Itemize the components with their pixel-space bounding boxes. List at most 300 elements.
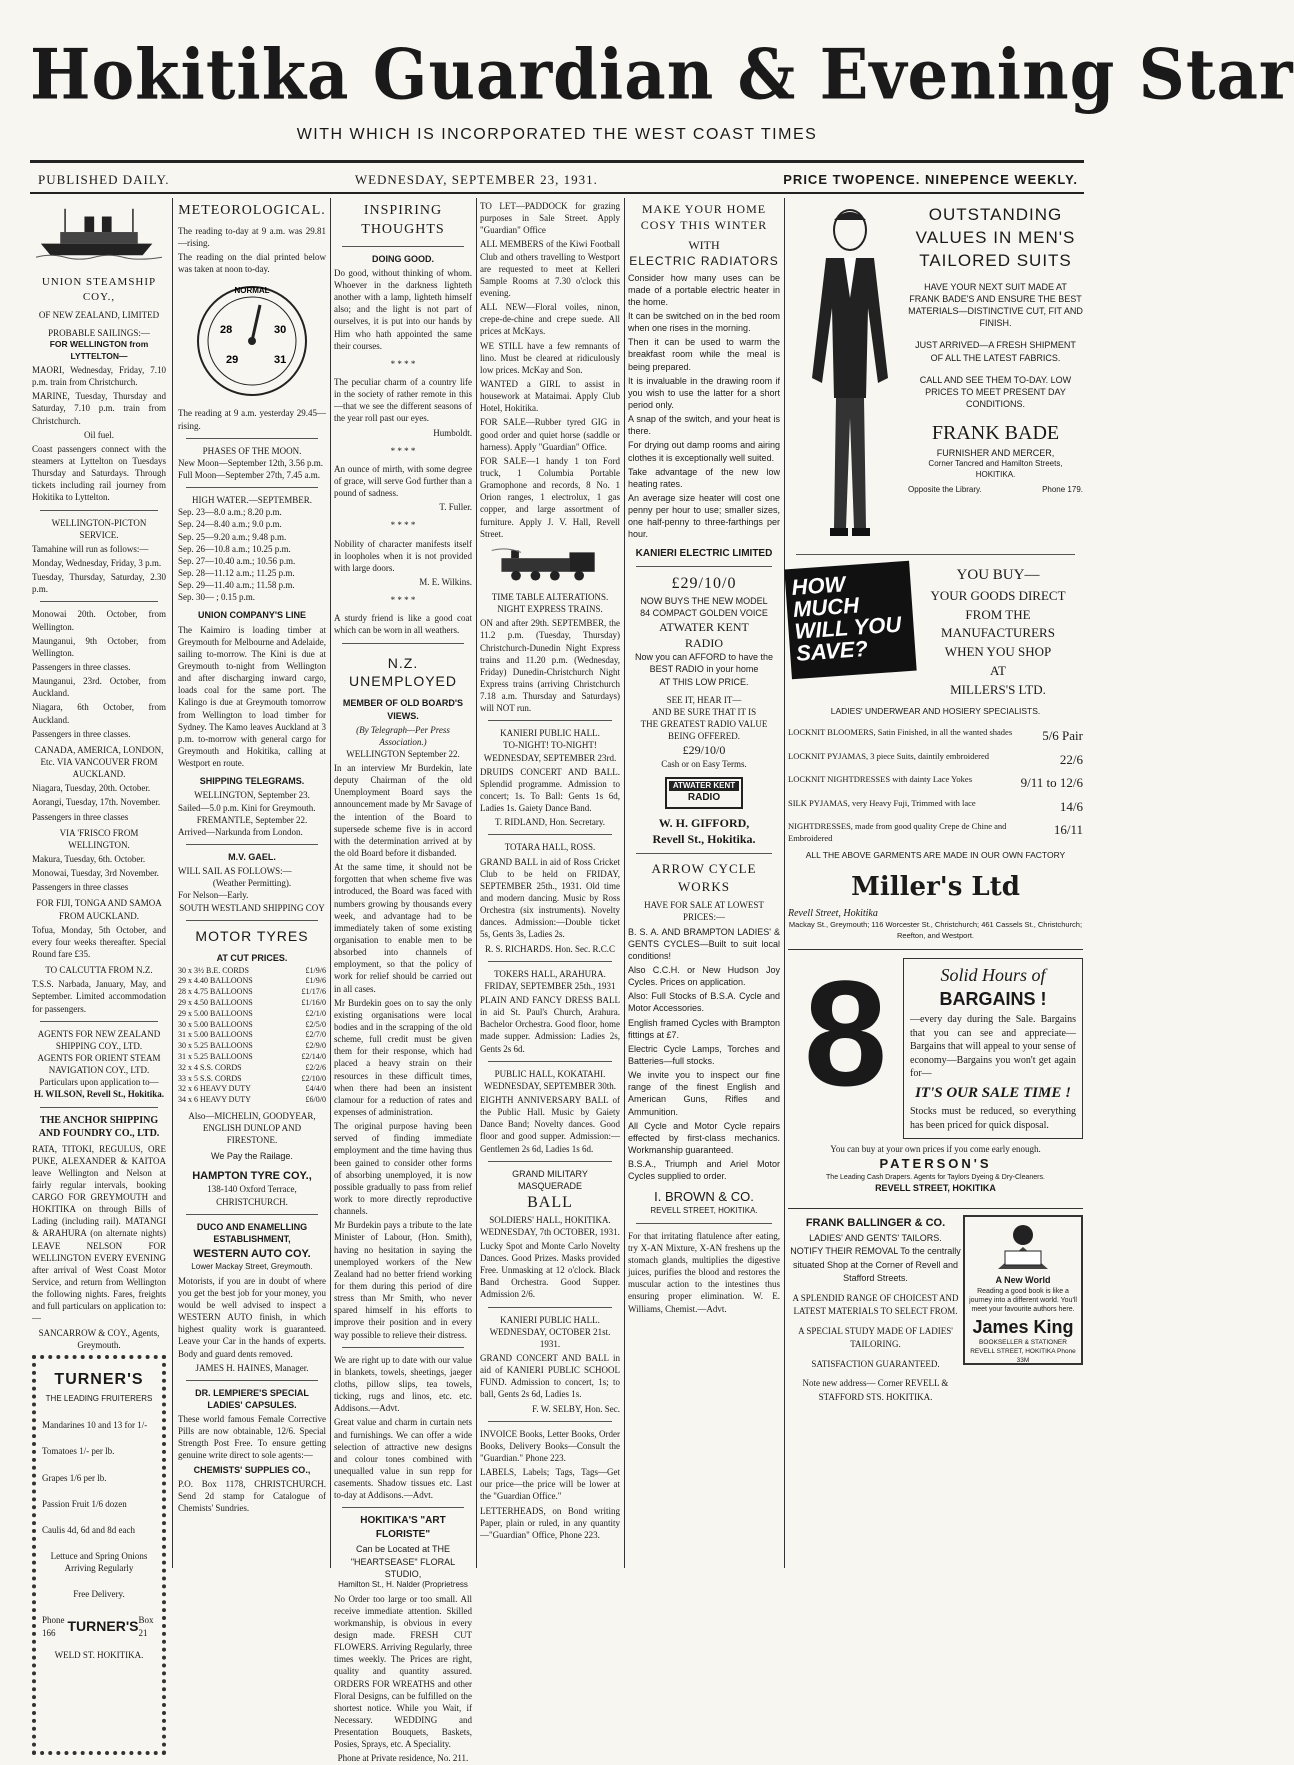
ballinger-study: A SPECIAL STUDY MADE OF LADIES' TAILORING. [798, 1325, 953, 1350]
tide-item: Sep. 26—10.8 a.m.; 10.25 p.m. [178, 543, 291, 554]
suit-text [908, 198, 1083, 548]
agents-line: H. WILSON, Revell St., Hokitika. [33, 1089, 165, 1100]
suit-line: HAVE YOUR NEXT SUIT MADE AT FRANK BADE'S AND ENSURE THE BEST MATERIALS—DISTINCTIVE CUT, FIT AND FINISH. [908, 281, 1083, 329]
divider [488, 1061, 612, 1062]
patersons-sub: The Leading Cash Drapers. Agents for Taylors Dyeing & Dry-Cleaners. [826, 1173, 1045, 1181]
price-line [788, 821, 1083, 844]
florist-subheading: Can be Located at THE "HEARTSEASE" FLORAL STUDIO, [350, 1544, 456, 1579]
column-divider [784, 198, 785, 1568]
bargains-body: —every day during the Sale. Bargains that you can see and appreciate—Bargains that will appeal to your sense of economy—Bargains you won't get again for— [910, 1014, 1076, 1080]
thought-text: An ounce of mirth, with some degree of grace, will serve God further than a pound of sadness. [334, 463, 472, 499]
ballinger-address: Note new address— Corner REVELL & STAFFORD STS. HOKITIKA. [802, 1378, 949, 1402]
atwater-logo [665, 777, 743, 809]
divider [186, 487, 318, 488]
timetable-subheading: NIGHT EXPRESS TRAINS. [497, 604, 603, 615]
radiator-title: ELECTRIC RADIATORS [629, 254, 779, 269]
frank-bade-advert [788, 198, 1083, 548]
divider [186, 844, 318, 845]
tyre-price: £2/5/0 [305, 1019, 326, 1029]
tide-item: Sep. 23—8.0 a.m.; 8.20 p.m. [178, 507, 282, 518]
tyre-row [178, 1084, 326, 1095]
radiator-line: A snap of the switch, and your heat is there. [628, 414, 780, 437]
anchor-heading: THE ANCHOR SHIPPING AND FOUNDRY CO., LTD. [38, 1114, 160, 1139]
stocks-text: Stocks must be reduced, so everything has been priced for quick disposal. [910, 1106, 1076, 1131]
barometer-dial-icon [192, 281, 312, 401]
chemists-name: CHEMISTS' SUPPLIES CO., [193, 1464, 311, 1475]
gifford-name: W. H. GIFFORD, [658, 815, 750, 830]
radio-being: BEING OFFERED. [667, 731, 740, 742]
radiator-line: It can be switched on in the bed room when one rises in the morning. [628, 310, 780, 334]
jk-sub: BOOKSELLER & STATIONER REVELL STREET, HOKITIKA Phone 33M [970, 1339, 1076, 1364]
turner-item: Mandarines 10 and 13 for 1/- [42, 1420, 148, 1431]
dateline-price: PRICE TWOPENCE. NINEPENCE WEEKLY. [783, 172, 1078, 187]
hampton-address: 138-140 Oxford Terrace, CHRISTCHURCH. [207, 1184, 297, 1207]
tyre-size: 29 x 5.00 BALLOONS [178, 1008, 253, 1018]
western-address: Lower Mackay Street, Greymouth. [191, 1261, 313, 1271]
buy-line: WHEN YOU SHOP [944, 644, 1052, 660]
ucl-text: The Kaimiro is loading timber at Greymouth for Melbourne and Adelaide, sailing to-morrow. The Kini is due at Greymouth to-night from Wellington and after discharging inward cargo, loads coal for the same port. The Kalingo is due at Greymouth tomorrow from Wellington to load timber for Sydney. The Kamo leaves Auckland at 3 p.m. to-morrow with general cargo for Greymouth and Hokitika, calling at Westport en route. [178, 624, 326, 769]
divider [186, 1380, 318, 1381]
classified-ad: TO LET—PADDOCK for grazing purposes in Sale Street. Apply "Guardian" Office [480, 201, 620, 236]
turner-item: Tomatoes 1/- per lb. [42, 1446, 115, 1457]
hall-text: PLAIN AND FANCY DRESS BALL in aid St. Paul's Church, Arahura. Bachelor Orchestra. Good floor, home made supper. Admission: Ladies 2s, Gents 2s 6d. [480, 995, 620, 1054]
dateline-published: PUBLISHED DAILY. [38, 172, 170, 187]
nz-paragraph: The original purpose having been served of finding immediate employment and the time having thus been gained to consider other forms of absorbing unemployed, it is now possible gradually to pass from relief work to more directly reproductive channels. [334, 1121, 472, 1217]
hall-heading: TOKERS HALL, ARAHURA. [494, 968, 606, 979]
buy-line: AT [990, 663, 1006, 679]
sailing-item: MAORI, Wednesday, Friday, 7.10 p.m. train from Christchurch. [32, 365, 166, 388]
nz-unemployed-heading: N.Z. UNEMPLOYED [348, 654, 458, 690]
divider [40, 1021, 158, 1022]
dial-top-label: NORMAL [234, 286, 270, 296]
patersons-advert [788, 949, 1083, 1139]
tyre-price: £2/14/0 [301, 1052, 326, 1062]
frisco-item: Makura, Tuesday, 6th. October. [32, 853, 146, 864]
thought-author: Humboldt. [433, 427, 472, 438]
western-name: WESTERN AUTO COY. [193, 1248, 311, 1261]
millers-specialists: LADIES' UNDERWEAR AND HOSIERY SPECIALISTS. [830, 705, 1041, 716]
bargains-box [903, 958, 1083, 1139]
classified-ad: FOR SALE—Rubber tyred GIG in good order and quiet horse (saddle or harness). Apply "Guardian" Office. [480, 417, 620, 452]
logo-bottom: RADIO [687, 792, 721, 804]
hall-signature: F. W. SELBY, Hon. Sec. [532, 1403, 620, 1414]
frisco-heading: VIA 'FRISCO FROM WELLINGTON. [59, 827, 139, 850]
telegram-line: Sailed—5.0 p.m. Kini for Greymouth. [178, 802, 316, 813]
printing-ad: LETTERHEADS, on Bond writing Paper, plain or ruled, in any quantity—"Guardian" Office, Phone 223. [480, 1505, 620, 1540]
tyre-size: 32 x 6 HEAVY DUTY [178, 1084, 251, 1094]
tyre-price: £2/2/6 [305, 1062, 326, 1072]
addisons-curtains: Great value and charm in curtain nets and furnishings. We can offer a wide selection of attractive new designs and colour tones combined with unequalled value in sun repp for casements. Shadow tissues etc. Last to-day at Addisons.—Advt. [334, 1417, 472, 1501]
tyre-price: £1/16/0 [301, 998, 326, 1008]
picton-item: Tuesday, Thursday, Saturday, 2.30 p.m. [32, 572, 166, 595]
buy-heading: YOU BUY— [956, 567, 1040, 583]
tyre-size: 32 x 4 S.S. CORDS [178, 1062, 242, 1072]
hampton-name: HAMPTON TYRE COY., [192, 1169, 312, 1182]
chemists-address: P.O. Box 1178, CHRISTCHURCH. Send 2d stamp for Catalogue of Chemists' Sundries. [178, 1478, 326, 1514]
turner-advert [32, 1355, 166, 1755]
florist-heading: HOKITIKA'S "ART FLORISTE" [360, 1515, 446, 1540]
calcutta-heading: TO CALCUTTA FROM N.Z. [45, 965, 153, 976]
masquerade-date: WEDNESDAY, 7th OCTOBER, 1931. [480, 1226, 620, 1237]
sydney-item: Passengers in three classes. [32, 662, 131, 672]
sydney-item: Niagara, 6th October, from Auckland. [32, 702, 166, 725]
sailing-item: Coast passengers connect with the steamers at Lyttelton on Tuesdays Thursday and Saturdays. Through tickets including rail journey from Hokitika to Lyttelton. [32, 443, 166, 503]
masquerade-heading: GRAND MILITARY MASQUERADE [512, 1168, 588, 1191]
radiator-with: WITH [688, 238, 720, 253]
radio-sure: AND BE SURE THAT IT IS [651, 706, 757, 717]
dial-number: 29 [226, 354, 239, 367]
tyre-size: 30 x 5.25 BALLOONS [178, 1041, 253, 1051]
suit-line: JUST ARRIVED—A FRESH SHIPMENT OF ALL THE LATEST FABRICS. [915, 340, 1076, 363]
column-display-adverts [788, 198, 1083, 1568]
gifford-address: Revell St., Hokitika. [652, 832, 756, 847]
price-item: LOCKNIT BLOOMERS, Satin Finished, in all the wanted shades [788, 727, 1013, 738]
patersons-name: PATERSON'S [879, 1156, 992, 1172]
canada-item: Aorangi, Tuesday, 17th. November. [32, 797, 161, 808]
classified-ad: FOR SALE—1 handy 1 ton Ford truck, 1 Columbia Portable Gramophone and records, 8 No. 1 Orion ranges, 1 electrolux, 1 gas copper, and large assortment of furniture. Apply J. V. Hall, Revell Street. [480, 455, 620, 539]
arrow-line: Also: Full Stocks of B.S.A. Cycle and Motor Accessories. [628, 991, 780, 1014]
canada-item: Passengers in three classes [32, 811, 129, 822]
ballinger-text [788, 1215, 963, 1404]
turner-box: Box 21 [138, 1615, 154, 1638]
picton-heading: WELLINGTON-PICTON SERVICE. [51, 517, 147, 540]
tide-item: Sep. 28—11.12 a.m.; 11.25 p.m. [178, 568, 295, 578]
kanieri-electric: KANIERI ELECTRIC LIMITED [635, 547, 773, 559]
millers-address: Revell Street, Hokitika [788, 907, 878, 919]
divider [186, 438, 318, 439]
steamship-icon [36, 204, 162, 262]
radio-greatest: THE GREATEST RADIO VALUE [640, 718, 768, 729]
buy-line: MANUFACTURERS [941, 625, 1055, 641]
hall-heading: PUBLIC HALL, KOKATAHI. [494, 1068, 606, 1079]
ballinger-range: A SPLENDID RANGE OF CHOICEST AND LATEST MATERIALS TO SELECT FROM. [792, 1292, 959, 1317]
tyre-size: 31 x 5.00 BALLOONS [178, 1030, 253, 1040]
met-reading: The reading to-day at 9 a.m. was 29.81—rising. [178, 225, 326, 249]
flatulence-ad: For that irritating flatulence after eating, try X-AN Mixture, X-AN freshens up the stomach glands, multiplies the digestive juices, purifies the blood and restores the muscular action to the intestines thus ensuring proper elimination. W. E. Williams, Chemist.—Advt. [628, 1230, 780, 1314]
radiator-line: For drying out damp rooms and airing clothes it is exceptionally well suited. [628, 440, 780, 463]
divider [40, 1107, 158, 1108]
column-thoughts [334, 198, 472, 1764]
tyre-row [178, 966, 326, 977]
buy-line: FROM THE [965, 606, 1031, 622]
tyre-price: £1/17/6 [301, 987, 326, 997]
thought-author: T. Fuller. [439, 502, 472, 513]
thought-text: Do good, without thinking of whom. Whoever in the darkness lighteth another with a lamp, lighteth himself also; and the light is not part of ourselves, it is put into our hands by Him who hath appointed the same their courses. [334, 267, 472, 351]
turner-item: Lettuce and Spring Onions Arriving Regularly [50, 1550, 148, 1574]
radio-brand: ATWATER KENT [659, 619, 749, 634]
price-item: LOCKNIT PYJAMAS, 3 piece Suits, daintily embroidered [788, 750, 989, 761]
how-much-badge: HOW MUCH WILL YOU SAVE? [784, 561, 916, 679]
tyre-size: 31 x 5.25 BALLOONS [178, 1052, 253, 1062]
millers-logo: Miller's Ltd [851, 871, 1020, 902]
tyre-row [178, 1074, 326, 1085]
sydney-item: Maunganui, 23rd. October, from Auckland. [32, 676, 166, 699]
tyre-size: 34 x 6 HEAVY DUTY [178, 1095, 251, 1105]
radio-word: RADIO [685, 636, 723, 651]
arrow-have: HAVE FOR SALE AT LOWEST PRICES:— [644, 900, 764, 923]
bade-address: Corner Tancred and Hamilton Streets, HOKITIKA. [928, 459, 1063, 480]
tyre-price: £2/1/0 [305, 1008, 326, 1018]
tyre-row [178, 1063, 326, 1074]
anchor-text: RATA, TITOKI, REGULUS, ORE PUKE, ALEXANDER & KAITOA leave Wellington and Nelson at fairly regular intervals, booking CARGO FOR GREYMOUTH and HOKITIKA on through Bills of Lading (including rail). MATANGI & ARAHURA (on alternate nights) LEAVE NELSON FOR WELLINGTON EVERY EVENING after arrival of West Coast Motor Service, and return from Wellington the following nights. Fares, freights and full particulars on application to:— [32, 1143, 166, 1324]
met-note: The reading on the dial printed below was taken at noon to-day. [178, 252, 326, 275]
turner-heading: TURNER'S [54, 1370, 144, 1388]
frisco-item: Monowai, Tuesday, 3rd November. [32, 868, 159, 879]
dateline [38, 172, 1078, 188]
tyre-row [178, 1095, 326, 1106]
agents-line: AGENTS FOR NEW ZEALAND SHIPPING COY., LTD. [37, 1028, 161, 1051]
hall-heading: KANIERI PUBLIC HALL. [500, 728, 600, 739]
thought-text: A sturdy friend is like a good coat which can be worn in all weathers. [334, 613, 472, 636]
james-king-box [963, 1215, 1083, 1365]
tyre-price: £1/9/6 [305, 965, 326, 975]
big-eight: 8 [803, 948, 888, 1117]
turner-phone: Phone 166 [42, 1615, 65, 1638]
gael-line: (Weather Permitting). [212, 878, 292, 889]
hall-heading: KANIERI PUBLIC HALL. [500, 1314, 600, 1325]
tyre-row [178, 976, 326, 987]
buy-line: MILLERS'S LTD. [950, 681, 1046, 697]
column-divider [330, 198, 331, 1568]
divider [488, 834, 612, 835]
western-manager: JAMES H. HAINES, Manager. [195, 1362, 309, 1373]
calcutta-text: T.S.S. Narbada, January, May, and September. Limited accommodation for passengers. [32, 979, 166, 1014]
divider [488, 1307, 612, 1308]
masquerade-text: Lucky Spot and Monte Carlo Novelty Dances. Good Prizes. Masks provided Free. Unmasking at 12 o'clock. Black Band Orchestra. Good Supper. Admission 2/6. [480, 1240, 620, 1300]
turner-name: TURNER'S [67, 1618, 139, 1635]
picton-item: Tamahine will run as follows:— [32, 543, 149, 554]
turner-subheading: THE LEADING FRUITERERS [45, 1394, 153, 1404]
fiji-text: Tofua, Monday, 5th October, and every four weeks thereafter. Special Round fare £35. [32, 924, 166, 959]
ballinger-heading: FRANK BALLINGER & CO. [805, 1217, 946, 1230]
arrow-heading: ARROW CYCLE WORKS [651, 861, 757, 894]
radiator-line: An average size heater will cost one penny per hour to use; smaller sizes, one half-penny to three-farthings per hour. [628, 492, 780, 540]
tide-item: Sep. 30— ; 0.15 p.m. [178, 592, 256, 603]
masthead [30, 34, 1294, 144]
divider [488, 1421, 612, 1422]
classified-ad: ALL MEMBERS of the Kiwi Football Club and others travelling to Westport are requested to meet at Kelleri Sample Rooms at 7.30 o'clock this evening. [480, 239, 620, 298]
hall-text: DRUIDS CONCERT AND BALL. Splendid programme. Admission to concert; 1s. To Ball: Gents 1s 6d, Ladies 1s. Gaiety Dance Band. [480, 766, 620, 814]
jk-name: James King [972, 1316, 1074, 1337]
tyre-price: £4/4/0 [305, 1084, 326, 1094]
sydney-item: Maunganui, 9th October, from Wellington. [32, 635, 166, 658]
telegram-line: WELLINGTON, September 23. [194, 790, 310, 801]
hall-date: WEDNESDAY, SEPTEMBER 30th. [483, 1080, 617, 1091]
tyre-price: £2/7/0 [305, 1030, 326, 1040]
ballinger-advert [788, 1208, 1083, 1404]
buy-line: YOUR GOODS DIRECT [930, 587, 1066, 603]
tyre-row [178, 1009, 326, 1020]
ucl-heading: UNION COMPANY'S LINE [198, 610, 306, 621]
arrow-bsa: B. S. A. AND BRAMPTON LADIES' & GENTS CYCLES—Built to suit local conditions! [628, 926, 780, 961]
divider [40, 510, 158, 511]
divider [342, 246, 464, 247]
nz-subheading: MEMBER OF OLD BOARD'S VIEWS. [342, 698, 464, 721]
price-value: 9/11 to 12/6 [1020, 775, 1083, 791]
telegram-line: FREMANTLE, September 22. [196, 814, 308, 825]
gael-line: For Nelson—Early. [178, 890, 249, 901]
column-divider [476, 198, 477, 1568]
met-heading: METEOROLOGICAL. [178, 203, 326, 218]
met-reading-yesterday: The reading at 9 a.m. yesterday 29.45—rising. [178, 408, 326, 431]
lempiere-heading: DR. LEMPIERE'S SPECIAL LADIES' CAPSULES. [195, 1387, 309, 1410]
millers-factory: ALL THE ABOVE GARMENTS ARE MADE IN OUR OWN FACTORY [805, 850, 1066, 861]
dial-number: 30 [274, 324, 287, 337]
stars-separator: * * * * [390, 595, 416, 606]
dial-number: 28 [220, 324, 233, 337]
radiator-heading: MAKE YOUR HOME COSY THIS WINTER [640, 202, 768, 232]
price-line [788, 751, 1083, 769]
price-item: SILK PYJAMAS, very Heavy Fuji, Trimmed with lace [788, 797, 976, 808]
hall-text: GRAND BALL in aid of Ross Cricket Club to be held on FRIDAY, SEPTEMBER 25th., 1931. Old time and modern dancing. Music by Ross Orchestra (six instruments). Novelty dances. Admission:—Double ticket 5s, Gents 3s, Ladies 2s. [480, 856, 620, 940]
james-king-advert [963, 1215, 1083, 1404]
thought-text: Nobility of character manifests itself in loopholes when it is not provided with large doors. [334, 538, 472, 573]
arrow-line: We invite you to inspect our fine range of the finest English and American Guns, Rifles and Ammunition. [628, 1070, 780, 1117]
hall-text: GRAND CONCERT AND BALL in aid of KANIERI PUBLIC SCHOOL FUND. Admission to concert, 1s; to ball, Gents 2s 6d, Ladies 1s. [480, 1352, 620, 1400]
turner-address: WELD ST. HOKITIKA. [54, 1649, 144, 1660]
masthead-rule-bottom [30, 192, 1084, 194]
patersons-address: REVELL STREET, HOKITIKA [875, 1183, 996, 1194]
column-adverts [628, 198, 780, 1568]
dateline-date: WEDNESDAY, SEPTEMBER 23, 1931. [354, 172, 598, 187]
price-item: LOCKNIT NIGHTDRESSES with dainty Lace Yokes [788, 774, 973, 785]
anchor-agent: SANCARROW & COY., Agents, Greymouth. [38, 1327, 160, 1350]
divider [796, 554, 1075, 555]
tyre-size: 29 x 4.40 BALLOONS [178, 976, 253, 986]
inspiring-heading: INSPIRING THOUGHTS [361, 203, 445, 237]
addisons-blankets: We are right up to date with our value in blankets, towels, sheetings, jaeger cloths, pillow slips, tea towels, ticking, rugs and linos, etc. etc. Addisons.—Advt. [334, 1354, 472, 1414]
price-value: 14/6 [1059, 798, 1083, 814]
ballinger-notify: NOTIFY THEIR REMOVAL To the centrally situated Shop at the Corner of Revell and Stafford Streets. [790, 1246, 961, 1284]
jk-new-world: A New World [995, 1275, 1051, 1286]
tyres-also: Also—MICHELIN, GOODYEAR, ENGLISH DUNLOP AND FIRESTONE. [188, 1111, 316, 1146]
union-heading: UNION STEAMSHIP COY., [41, 276, 157, 303]
agents-line: Particulars upon application to— [39, 1077, 159, 1088]
nz-date: WELLINGTON September 22. [346, 748, 460, 759]
thought-text: The peculiar charm of a country life in the society of rather remote in this—that we see the different seasons of the year roll past our eyes. [334, 377, 472, 424]
divider [342, 643, 464, 644]
radio-compact: 84 COMPACT GOLDEN VOICE [640, 607, 768, 618]
radiator-line: Take advantage of the new low heating rates. [628, 466, 780, 489]
divider [186, 920, 318, 921]
price-line [788, 798, 1083, 816]
telegrams-heading: SHIPPING TELEGRAMS. [199, 776, 305, 787]
tyre-price: £1/9/6 [305, 976, 326, 986]
gael-line: SOUTH WESTLAND SHIPPING COY [179, 902, 325, 913]
suit-heading: OUTSTANDING VALUES IN MEN'S TAILORED SUITS [915, 205, 1076, 270]
telegram-line: Arrived—Narkunda from London. [178, 826, 303, 837]
column-shipping [32, 198, 166, 1660]
tyre-size: 28 x 4.75 BALLOONS [178, 987, 253, 997]
picton-item: Monday, Wednesday, Friday, 3 p.m. [32, 558, 162, 569]
western-body: Motorists, if you are in doubt of where you get the best job for your money, you would be well advised to inspect a WESTERN AUTO finish, in which highest quality work is guaranteed. Leave your Car in the hands of experts. Body and guard dents removed. [178, 1275, 326, 1359]
radio-low: AT THIS LOW PRICE. [659, 676, 749, 687]
turner-item: Passion Fruit 1/6 dozen [42, 1498, 127, 1509]
nz-paragraph: Mr Burdekin goes on to say the only existing organisations were local bodies and in the scrapping of the old scheme, full credit must be given them for their response, which had placed a heavy strain on their resources in these difficult times, when there had been an insistent clamour for a reduction of rates and expenses of administration. [334, 997, 472, 1117]
classified-ad: WE STILL have a few remnants of lino. Must be cleared at ridiculously low prices. McKay and Son. [480, 340, 620, 375]
ballinger-satisfaction: SATISFACTION GUARANTEED. [811, 1358, 940, 1369]
tyre-row [178, 1030, 326, 1041]
millers-price-list [788, 727, 1083, 844]
hall-heading: TOTARA HALL, ROSS. [504, 842, 596, 853]
timetable-heading: TIME TABLE ALTERATIONS. [491, 591, 609, 602]
sailings-heading: PROBABLE SAILINGS:— [48, 327, 150, 338]
millers-branches: Mackay St., Greymouth; 116 Worcester St., Christchurch; 461 Cassels St., Christchurch; Reefton, and Westport. [788, 920, 1083, 940]
nz-paragraph: At the same time, it should not be forgotten that when scheme five was introduced, the Board was faced with numbers growing by thousands every week, and advantage had to be immediately taken of some existing organisation to enable men to be absorbed into channels of employment, so that the policy of work for relief should be carried out in all cases. [334, 862, 472, 994]
stars-separator: * * * * [390, 358, 416, 369]
bade-sub: FURNISHER AND MERCER, [936, 448, 1055, 459]
bargains-heading: BARGAINS ! [939, 989, 1047, 1010]
bade-phone: Phone 179. [1042, 484, 1083, 494]
gael-heading: M.V. GAEL. [228, 851, 276, 862]
sale-time: IT'S OUR SALE TIME ! [915, 1084, 1071, 1101]
tyres-railage: We Pay the Railage. [211, 1151, 293, 1162]
arrow-line: Electric Cycle Lamps, Torches and Batteries—full stocks. [628, 1043, 780, 1067]
column-divider [624, 198, 625, 1568]
classified-ad: WANTED a GIRL to assist in housework at Mataimai. Apply Club Hotel, Hokitika. [480, 378, 620, 414]
tyre-price: £2/9/0 [305, 1041, 326, 1051]
divider [636, 853, 772, 854]
divider [342, 1507, 464, 1508]
moon-item: Full Moon—September 27th, 7.45 a.m. [178, 470, 320, 481]
timetable-text: ON and after 29th. SEPTEMBER, the 11.2 p.m. (Tuesday, Thursday) Christchurch-Dunedin Night Express trains and 11.20 p.m. (Wednesday, Friday) Dunedin-Christchurch Night Express trains (arriving Christchurch 7.18 a.m. Thursday and Saturdays) will NOT run. [480, 618, 620, 714]
divider [40, 601, 158, 602]
turner-item: Grapes 1/6 per lb. [42, 1472, 107, 1483]
newspaper-subtitle: WITH WHICH IS INCORPORATED THE WEST COAST TIMES [296, 126, 818, 143]
sydney-item: Passengers in three classes. [32, 728, 131, 739]
tide-heading: HIGH WATER.—SEPTEMBER. [191, 495, 313, 506]
thought-author: M. E. Wilkins. [419, 577, 472, 588]
sailings-route: FOR WELLINGTON from LYTTELTON— [49, 339, 149, 361]
sailing-item: Oil fuel. [84, 429, 114, 440]
turner-item: Caulis 4d, 6d and 8d each [42, 1524, 135, 1535]
brown-name: I. BROWN & CO. [654, 1189, 754, 1205]
duco-heading: DUCO AND ENAMELLING ESTABLISHMENT, [196, 1221, 308, 1244]
tyres-table [178, 966, 326, 1106]
radio-price-2: £29/10/0 [682, 743, 726, 758]
tyre-size: 29 x 4.50 BALLOONS [178, 998, 253, 1008]
masquerade-ball: BALL [527, 1193, 573, 1211]
buy-early: You can buy at your own prices if you come early enough. [830, 1144, 1041, 1155]
solid-heading: Solid Hours of [940, 964, 1046, 985]
classified-ad: ALL NEW—Floral voiles, ninon, crepe-de-chine and crepe suede. All prices at McKays. [480, 302, 620, 337]
stars-separator: * * * * [390, 445, 416, 456]
arrow-line: All Cycle and Motor Cycle repairs effected by first-class mechanics. Workmanship guaranteed. [628, 1120, 780, 1156]
divider [488, 961, 612, 962]
hall-signature: R. S. RICHARDS. Hon. Sec. R.C.C [484, 943, 616, 954]
tyre-row [178, 998, 326, 1009]
nz-telegraph: (By Telegraph—Per Press Association.) [356, 724, 450, 747]
hall-subheading: TO-NIGHT! TO-NIGHT! [503, 740, 597, 751]
canada-heading: CANADA, AMERICA, LONDON, Etc. VIA VANCOUVER FROM AUCKLAND. [34, 744, 164, 780]
canada-item: Niagara, Tuesday, 20th. October. [32, 783, 151, 794]
tide-item: Sep. 29—11.40 a.m.; 11.58 p.m. [178, 580, 295, 591]
dial-number: 31 [274, 354, 287, 367]
divider [186, 1214, 318, 1215]
radio-price: £29/10/0 [671, 575, 737, 593]
sailing-item: MARINE, Tuesday, Thursday and Saturday, 7.10 p.m. train from Christchurch. [32, 391, 166, 426]
stars-separator: * * * * [390, 520, 416, 531]
tailored-man-illustration-icon [788, 198, 908, 548]
fiji-heading: FOR FIJI, TONGA AND SAMOA FROM AUCKLAND. [36, 898, 162, 921]
logo-top: ATWATER KENT [669, 781, 739, 792]
hall-date: FRIDAY, SEPTEMBER 25th., 1931 [484, 980, 616, 991]
divider [488, 720, 612, 721]
union-subheading: OF NEW ZEALAND, LIMITED [38, 309, 160, 320]
divider [488, 1161, 612, 1162]
masthead-rule-top [30, 160, 1084, 163]
divider [636, 1223, 772, 1224]
